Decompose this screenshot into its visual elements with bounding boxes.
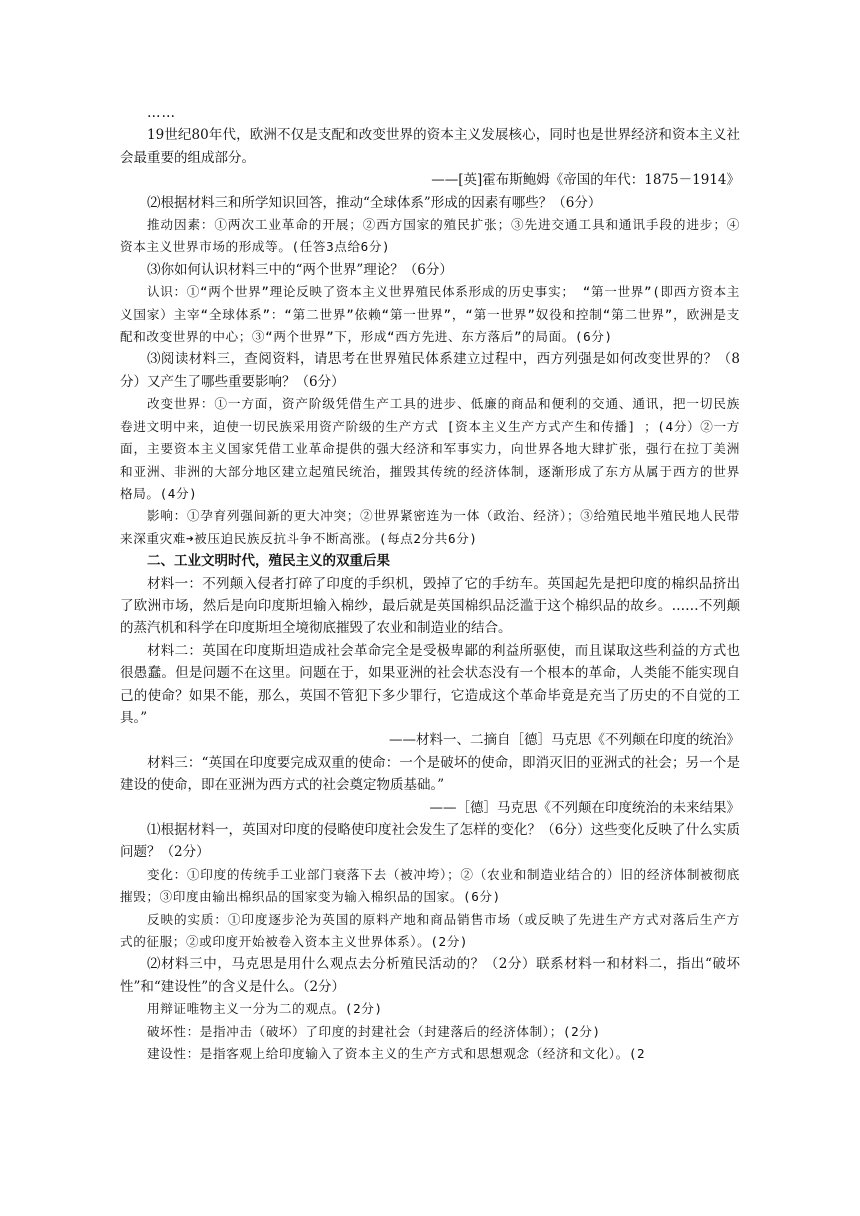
answer-2: 推动因素：①两次工业革命的开展；②西方国家的殖民扩张；③先进交通工具和通讯手段的进步；④资本主义世界市场的形成等。(任答3点给6分) <box>120 217 740 255</box>
answer-change-world: 改变世界：①一方面，资产阶级凭借生产工具的进步、低廉的商品和便利的交通、通讯，把一切民族卷进文明中来，迫使一切民族采用资产阶级的生产方式 [资本主义生产方式产生和传播] ；(4分）②一方面，主要资本主义国家凭借工业革命提供的强大经济和军事实力，向世界各地大肆扩张，强行在拉丁美洲和亚洲、非洲的大部分地区建立起殖民统治，摧毁其传统的经济体制，逐渐形成了东方从属于西方的世界格局。(4分) <box>120 396 740 501</box>
material-2: 材料二：英国在印度斯坦造成社会革命完全是受极卑鄙的利益所驱使，而且谋取这些利益的方式也很愚蠢。但是问题不在这里。问题在于，如果亚洲的社会状态没有一个根本的革命，人类能不能实现自己的使命？如果不能，那么，英国不管犯下多少罪行，它造成这个革命毕竟是充当了历史的不自觉的工具。” <box>120 642 740 726</box>
answer-essence: 反映的实质：①印度逐步沦为英国的原料产地和商品销售市场（或反映了先进生产方式对落后生产方式的征服；②或印度开始被卷入资本主义世界体系）。(2分) <box>120 911 740 950</box>
answer-viewpoint: 用辩证唯物主义一分为二的观点。(2分) <box>147 1001 383 1017</box>
quote-paragraph: 19世纪80年代，欧洲不仅是支配和改变世界的资本主义发展核心，同时也是世界经济和资本主义社会最重要的组成部分。 <box>120 127 740 166</box>
citation-marx-1: ——材料一、二摘自［德］马克思《不列颠在印度的统治》 <box>389 732 740 749</box>
citation-marx-2: ——［德］马克思《不列颠在印度统治的未来结果》 <box>429 799 740 816</box>
question-1: ⑴根据材料一，英国对印度的侵略使印度社会发生了怎样的变化？（6分）这些变化反映了什么实质问题？（2分） <box>120 822 740 861</box>
ellipsis-line: …… <box>147 105 176 121</box>
answer-changes: 变化：①印度的传统手工业部门衰落下去（被冲垮）；②（农业和制造业结合的）旧的经济体制被彻底摧毁；③印度由输出棉织品的国家变为输入棉织品的国家。(6分) <box>120 866 740 905</box>
question-2: ⑵根据材料三和所学知识回答，推动“全球体系”形成的因素有哪些？（6分） <box>147 194 602 211</box>
answer-3: 认识：①“两个世界”理论反映了资本主义世界殖民体系形成的历史事实； “第一世界”(即西方资本主义国家）主宰“全球体系”：“第二世界”依赖“第一世界”，“第一世界”奴役和控制“第二世界”，欧洲是支配和改变世界的中心；③“两个世界”下，形成“西方先进、东方落后”的局面。(6分) <box>120 284 740 345</box>
section-heading: 二、工业文明时代，殖民主义的双重后果 <box>147 553 390 570</box>
answer-influence: 影响：①孕育列强间新的更大冲突；②世界紧密连为一体（政治、经济）；③给殖民地半殖民地人民带来深重灾难➜被压迫民族反抗斗争不断高涨。(每点2分共6分) <box>120 508 740 546</box>
material-3: 材料三：“英国在印度要完成双重的使命：一个是破坏的使命，即消灭旧的亚洲式的社会；另一个是建设的使命，即在亚洲为西方式的社会奠定物质基础。” <box>120 754 740 794</box>
question-2b: ⑵材料三中，马克思是用什么观点去分析殖民活动的？（2分）联系材料一和材料二，指出“破坏性”和“建设性”的含义是什么。（2分） <box>120 956 740 995</box>
answer-constructive: 建设性：是指客观上给印度输入了资本主义的生产方式和思想观念（经济和文化）。(2 <box>147 1046 646 1062</box>
citation-hobsbawm: ——[英]霍布斯鲍姆《帝国的年代：1875－1914》 <box>431 172 740 189</box>
document-body <box>120 102 740 1065</box>
question-3: ⑶你如何认识材料三中的“两个世界”理论？（6分） <box>147 261 453 278</box>
answer-destructive: 破坏性：是指冲击（破坏）了印度的封建社会（封建落后的经济体制）；(2分) <box>147 1023 601 1039</box>
material-1: 材料一：不列颠入侵者打碎了印度的手织机，毁掉了它的手纺车。英国起先是把印度的棉织品挤出了欧洲市场，然后是向印度斯坦输入棉纱，最后就是英国棉织品泛滥于这个棉织品的故乡。……不列颠的蒸汽机和科学在印度斯坦全境彻底摧毁了农业和制造业的结合。 <box>120 575 740 637</box>
question-3b: ⑶阅读材料三，查阅资料，请思考在世界殖民体系建立过程中，西方列强是如何改变世界的？（8分）又产生了哪些重要影响？（6分） <box>120 351 740 390</box>
